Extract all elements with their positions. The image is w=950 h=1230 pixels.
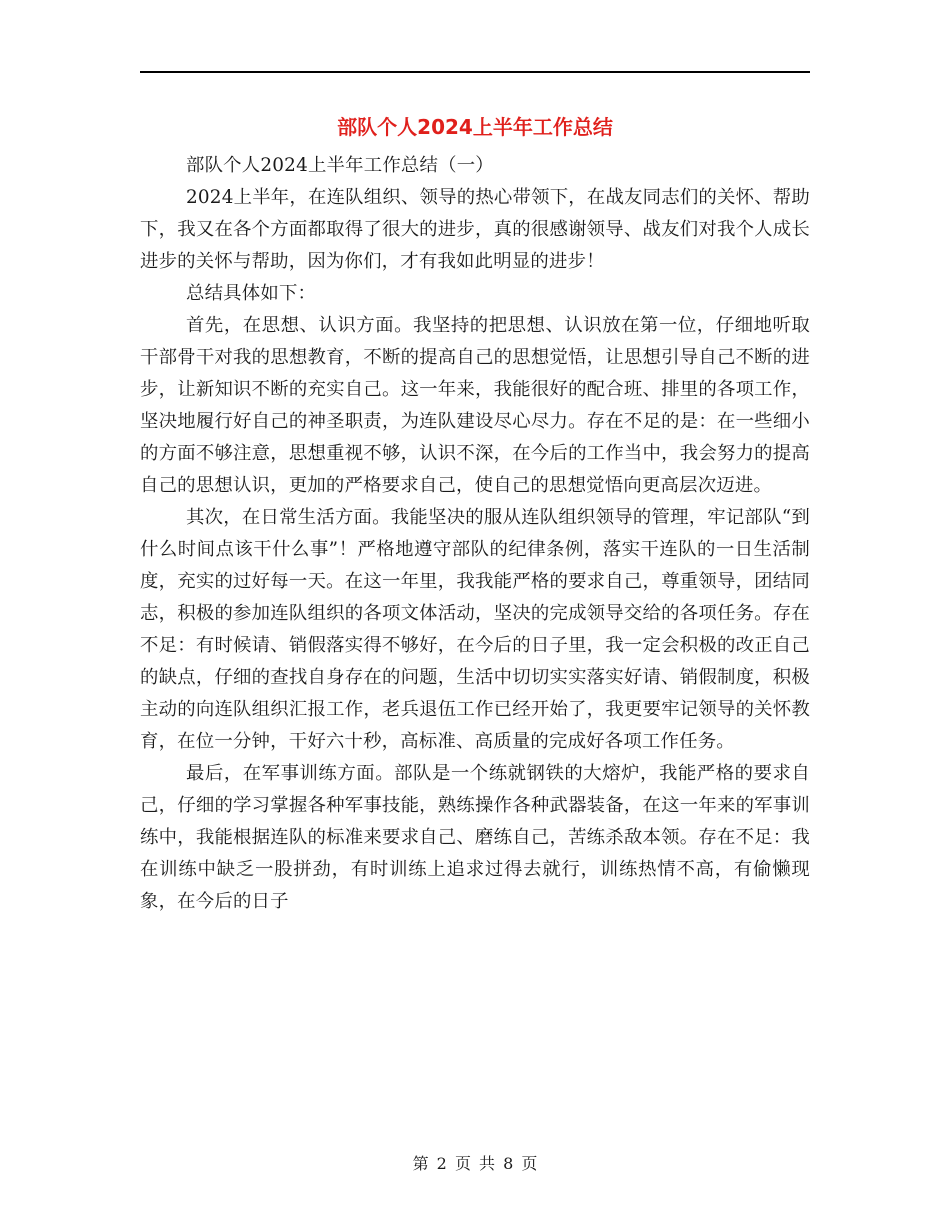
paragraph-daily-life: 其次，在日常生活方面。我能坚决的服从连队组织领导的管理，牢记部队“到什么时间点该干什么事”！严格地遵守部队的纪律条例，落实干连队的一日生活制度，充实的过好每一天。在这一年里，我我能严格的要求自己，尊重领导，团结同志，积极的参加连队组织的各项文体活动，坚决的完成领导交给的各项任务。存在不足：有时候请、销假落实得不够好，在今后的日子里，我一定会积极的改正自己的缺点，仔细的查找自身存在的问题，生活中切切实实落实好请、销假制度，积极主动的向连队组织汇报工作，老兵退伍工作已经开始了，我更要牢记领导的关怀教育，在位一分钟，干好六十秒，高标准、高质量的完成好各项工作任务。: [140, 507, 810, 752]
paragraph-summary-lead: 总结具体如下：: [186, 283, 317, 304]
paragraph-military-training: 最后，在军事训练方面。部队是一个练就钢铁的大熔炉，我能严格的要求自己，仔细的学习掌握各种军事技能，熟练操作各种武器装备，在这一年来的军事训练中，我能根据连队的标准来要求自己、磨练自己，苦练杀敌本领。存在不足：我在训练中缺乏一股拼劲，有时训练上追求过得去就行，训练热情不高，有偷懒现象，在今后的日子: [140, 763, 810, 912]
document-body: [140, 150, 810, 918]
header-rule: [140, 71, 810, 73]
page-number: 第 2 页 共 8 页: [412, 1154, 538, 1173]
paragraph-intro: 2024上半年，在连队组织、领导的热心带领下，在战友同志们的关怀、帮助下，我又在各个方面都取得了很大的进步，真的很感谢领导、战友们对我个人成长进步的关怀与帮助，因为你们，才有我如此明显的进步！: [140, 187, 810, 272]
document-title: 部队个人2024上半年工作总结: [337, 115, 613, 139]
paragraph-thinking: 首先，在思想、认识方面。我坚持的把思想、认识放在第一位，仔细地听取干部骨干对我的思想教育，不断的提高自己的思想觉悟，让思想引导自己不断的进步，让新知识不断的充实自己。这一年来，我能很好的配合班、排里的各项工作，坚决地履行好自己的神圣职责，为连队建设尽心尽力。存在不足的是：在一些细小的方面不够注意，思想重视不够，认识不深，在今后的工作当中，我会努力的提高自己的思想认识，更加的严格要求自己，使自己的思想觉悟向更高层次迈进。: [140, 315, 810, 496]
paragraph-subtitle: 部队个人2024上半年工作总结（一）: [186, 155, 494, 176]
